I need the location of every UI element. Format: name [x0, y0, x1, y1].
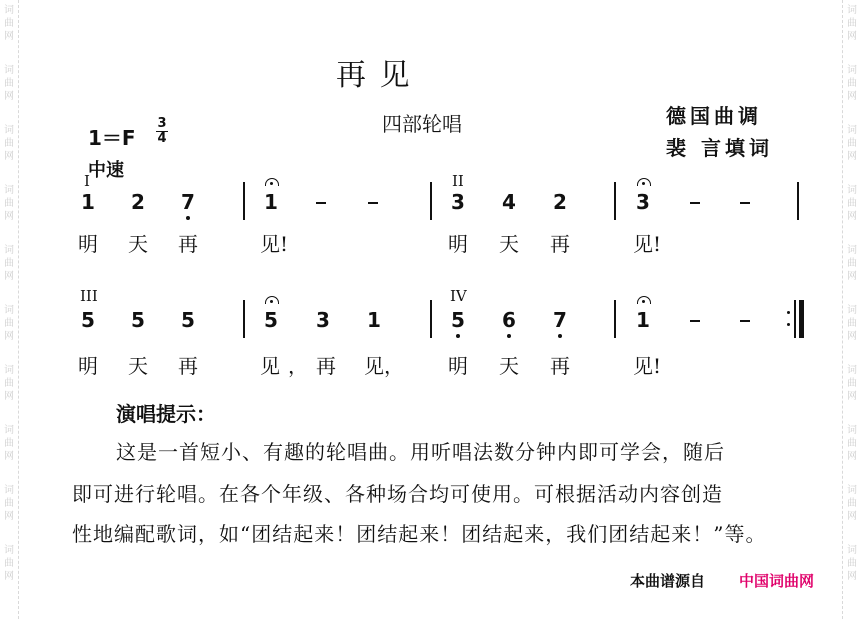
watermark-char: 词 [847, 65, 857, 76]
watermark-char: 曲 [847, 18, 857, 29]
watermark-char: 词 [847, 365, 857, 376]
bar-line [797, 182, 799, 220]
bar-line [243, 182, 245, 220]
lyric: 再 [550, 232, 570, 256]
notes-line-2: 即可进行轮唱。在各个年级、各种场合均可使用。可根据活动内容创造 [72, 482, 723, 506]
watermark-char: 网 [847, 151, 857, 162]
lyric: 明 [448, 232, 468, 256]
credit-lyricist: 裴 言填词 [666, 136, 773, 160]
note: 5 [181, 308, 195, 332]
watermark-char: 词 [4, 425, 14, 436]
low-octave-dot [456, 334, 460, 338]
lyric: 见! [260, 232, 289, 256]
note: 1 [636, 308, 650, 332]
watermark-char: 曲 [847, 78, 857, 89]
note: 2 [131, 190, 145, 214]
lyric: 见， [364, 354, 404, 378]
watermark-char: 曲 [4, 438, 14, 449]
low-octave-dot [558, 334, 562, 338]
hold-dash [316, 202, 326, 204]
watermark-char: 词 [847, 185, 857, 196]
note: 3 [316, 308, 330, 332]
watermark-char: 词 [4, 365, 14, 376]
lyric: 见! [633, 232, 662, 256]
repeat-thick-bar [799, 300, 804, 338]
watermark-char: 网 [4, 451, 14, 462]
watermark-char: 网 [847, 31, 857, 42]
watermark-char: 网 [4, 271, 14, 282]
note: 5 [264, 308, 278, 332]
round-mark-3: III [80, 287, 98, 305]
song-title: 再 见 [336, 58, 412, 93]
notes-line-3: 性地编配歌词，如“团结起来！团结起来！团结起来，我们团结起来！”等。 [72, 522, 767, 546]
source-site-link[interactable]: 中国词曲网 [739, 572, 815, 590]
note: 6 [502, 308, 516, 332]
watermark-char: 词 [4, 545, 14, 556]
bar-line [430, 300, 432, 338]
note: 7 [181, 190, 195, 214]
watermark-char: 网 [4, 31, 14, 42]
watermark-char: 曲 [4, 378, 14, 389]
notes-line-1: 这是一首短小、有趣的轮唱曲。用听唱法数分钟内即可学会，随后 [116, 440, 725, 464]
fermata-icon [265, 296, 279, 304]
watermark-char: 网 [4, 211, 14, 222]
watermark-char: 词 [4, 185, 14, 196]
note: 3 [451, 190, 465, 214]
watermark-char: 网 [4, 511, 14, 522]
round-mark-1: I [84, 172, 90, 190]
time-top: 3 [157, 116, 167, 131]
note: 5 [131, 308, 145, 332]
low-octave-dot [507, 334, 511, 338]
watermark-char: 曲 [847, 378, 857, 389]
watermark-char: 词 [4, 5, 14, 16]
bar-line [243, 300, 245, 338]
lyric: 天 [128, 354, 148, 378]
round-mark-2: II [452, 172, 464, 190]
watermark-char: 词 [847, 425, 857, 436]
low-octave-dot [186, 216, 190, 220]
lyric: 天 [128, 232, 148, 256]
watermark-char: 网 [847, 451, 857, 462]
watermark-char: 网 [4, 151, 14, 162]
bar-line [614, 182, 616, 220]
credit-composer: 德国曲调 [666, 104, 762, 128]
lyric: 明 [78, 232, 98, 256]
tempo-marking: 中速 [88, 160, 124, 181]
watermark-char: 曲 [4, 318, 14, 329]
watermark-char: 词 [4, 125, 14, 136]
watermark-char: 词 [847, 125, 857, 136]
watermark-char: 曲 [4, 78, 14, 89]
watermark-char: 网 [847, 511, 857, 522]
watermark-char: 词 [847, 305, 857, 316]
lyric: 见，再 [260, 354, 344, 378]
watermark-char: 词 [4, 65, 14, 76]
watermark-char: 网 [4, 91, 14, 102]
watermark-char: 词 [4, 485, 14, 496]
lyric: 明 [78, 354, 98, 378]
watermark-char: 曲 [4, 198, 14, 209]
watermark-char: 网 [847, 211, 857, 222]
notes-heading: 演唱提示： [116, 402, 216, 426]
hold-dash [690, 320, 700, 322]
note: 3 [636, 190, 650, 214]
note: 2 [553, 190, 567, 214]
note: 5 [451, 308, 465, 332]
watermark-char: 曲 [4, 138, 14, 149]
bar-line [614, 300, 616, 338]
watermark-char: 网 [847, 271, 857, 282]
watermark-char: 网 [847, 391, 857, 402]
repeat-dot [787, 311, 790, 314]
watermark-char: 曲 [847, 138, 857, 149]
note: 5 [81, 308, 95, 332]
watermark-char: 曲 [4, 558, 14, 569]
lyric: 天 [499, 354, 519, 378]
watermark-char: 曲 [847, 198, 857, 209]
watermark-char: 词 [847, 245, 857, 256]
watermark-char: 曲 [847, 558, 857, 569]
note: 7 [553, 308, 567, 332]
note: 4 [502, 190, 516, 214]
watermark-char: 曲 [4, 18, 14, 29]
note: 1 [81, 190, 95, 214]
hold-dash [740, 320, 750, 322]
watermark-char: 曲 [847, 438, 857, 449]
watermark-char: 曲 [847, 258, 857, 269]
watermark-char: 词 [4, 245, 14, 256]
watermark-char: 曲 [847, 498, 857, 509]
watermark-char: 网 [847, 571, 857, 582]
watermark-char: 词 [4, 305, 14, 316]
note: 1 [367, 308, 381, 332]
lyric: 再 [178, 354, 198, 378]
hold-dash [368, 202, 378, 204]
watermark-char: 网 [4, 331, 14, 342]
source-label: 本曲谱源自 [630, 572, 706, 590]
lyric: 明 [448, 354, 468, 378]
lyric: 再 [178, 232, 198, 256]
hold-dash [690, 202, 700, 204]
hold-dash [740, 202, 750, 204]
watermark-char: 词 [847, 5, 857, 16]
watermark-char: 曲 [4, 258, 14, 269]
watermark-char: 网 [847, 91, 857, 102]
watermark-char: 词 [847, 545, 857, 556]
bar-line [430, 182, 432, 220]
time-bottom: 4 [157, 131, 167, 146]
watermark-char: 网 [4, 571, 14, 582]
watermark-char: 网 [847, 331, 857, 342]
lyric: 见! [633, 354, 662, 378]
round-mark-4: IV [450, 287, 467, 305]
fermata-icon [265, 178, 279, 186]
repeat-dot [787, 323, 790, 326]
lyric: 再 [550, 354, 570, 378]
lyric: 天 [499, 232, 519, 256]
watermark-char: 曲 [4, 498, 14, 509]
fermata-icon [637, 296, 651, 304]
watermark-char: 曲 [847, 318, 857, 329]
subtitle: 四部轮唱 [382, 112, 462, 136]
watermark-char: 词 [847, 485, 857, 496]
fermata-icon [637, 178, 651, 186]
watermark-char: 网 [4, 391, 14, 402]
note: 1 [264, 190, 278, 214]
key-signature: 1＝F [88, 126, 136, 150]
time-signature [156, 118, 168, 145]
repeat-thin-bar [794, 300, 796, 338]
